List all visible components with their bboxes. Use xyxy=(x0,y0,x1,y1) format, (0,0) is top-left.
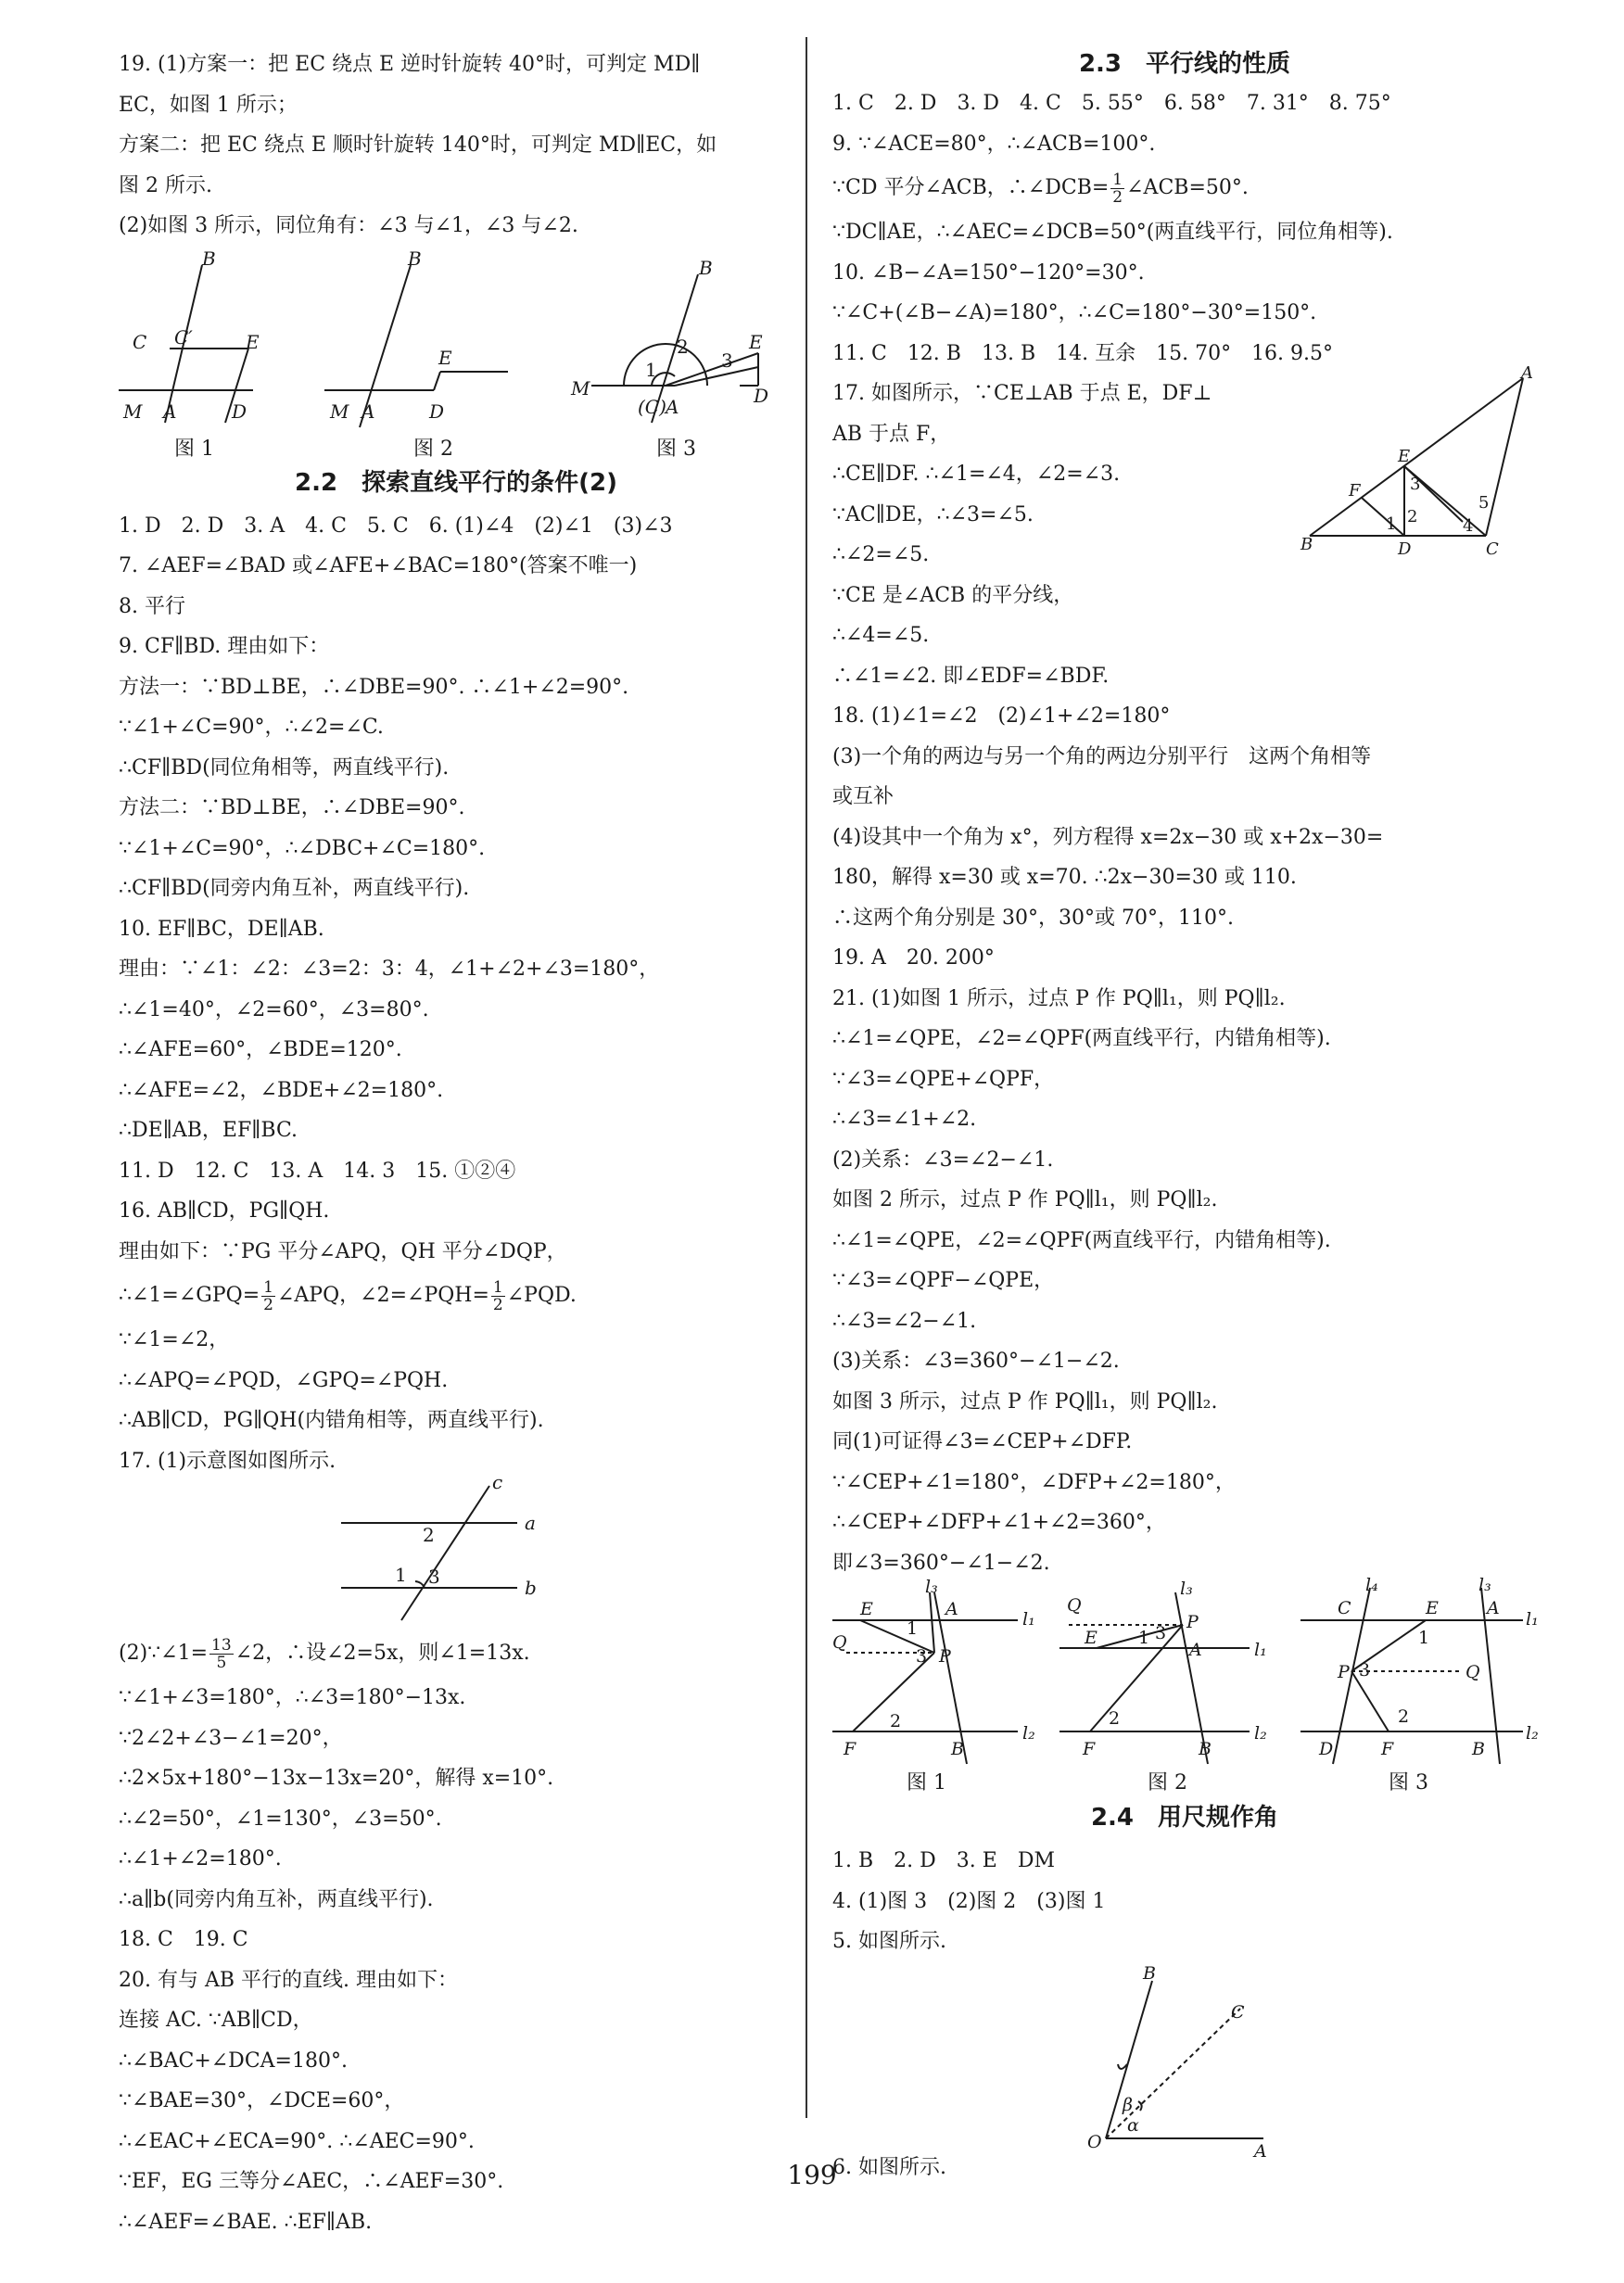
text-line: 18. (1)∠1=∠2 (2)∠1+∠2=180° xyxy=(832,704,1171,728)
fraction-line xyxy=(832,164,1537,212)
text-line: ∴∠4=∠5. xyxy=(832,624,930,647)
fraction xyxy=(491,1279,505,1313)
answers-2-2 xyxy=(119,506,793,1482)
text-line: 理由如下：∵PG 平分∠APQ，QH 平分∠DQP， xyxy=(119,1239,567,1263)
figure-caption: 图 3 xyxy=(1389,1771,1428,1795)
section-title: 2.3 平行线的性质 xyxy=(1078,50,1291,78)
label-2: 2 xyxy=(677,335,689,358)
label-e: E xyxy=(1398,447,1411,466)
label-3: 3 xyxy=(916,1646,928,1667)
text-line: ∴这两个角分别是 30°，30°或 70°，110°. xyxy=(832,906,1234,930)
label-a: A xyxy=(1254,2140,1267,2162)
label-b: B xyxy=(1472,1739,1485,1759)
label-b: B xyxy=(408,247,422,270)
text-line: ∴CE∥DF. ∴∠1=∠4，∠2=∠3. xyxy=(832,463,1121,486)
label-l3: l₃ xyxy=(1478,1575,1491,1595)
label-c-prime: C′ xyxy=(174,325,193,349)
text-line: 8. 平行 xyxy=(119,594,185,618)
label-e: E xyxy=(860,1599,873,1619)
text-line: 方法二：∵BD⊥BE，∴∠DBE=90°. xyxy=(119,796,465,819)
figure-24-5 xyxy=(832,1962,1537,2162)
label-e: E xyxy=(1085,1628,1097,1648)
text-line: (3)关系：∠3=360°−∠1−∠2. xyxy=(832,1350,1120,1373)
label-1: 1 xyxy=(1386,514,1397,534)
label-a: A xyxy=(1487,1598,1500,1618)
denominator: 5 xyxy=(216,1653,227,1672)
text-line: 18. C 19. C xyxy=(119,1928,248,1951)
label-a: A xyxy=(666,395,679,418)
label-beta: β xyxy=(1123,2094,1133,2115)
label-d: D xyxy=(754,384,769,407)
text-line: EC，如图 1 所示； xyxy=(119,93,298,117)
label-1: 1 xyxy=(1138,1628,1150,1648)
fraction-line xyxy=(119,1272,793,1320)
text-line: (2)关系：∠3=∠2−∠1. xyxy=(832,1148,1054,1172)
text-line: 19. A 20. 200° xyxy=(832,946,995,970)
text-line: 4. (1)图 3 (2)图 2 (3)图 1 xyxy=(832,1889,1106,1913)
label-d: D xyxy=(1398,539,1412,559)
text-line: ∴AB∥CD，PG∥QH(内错角相等，两直线平行). xyxy=(119,1409,544,1432)
label-f: F xyxy=(1381,1739,1394,1759)
text-line: ∵∠3=∠QPE+∠QPF， xyxy=(832,1067,1055,1091)
text-line: 如图 3 所示，过点 P 作 PQ∥l₁，则 PQ∥l₂. xyxy=(832,1389,1218,1414)
label-3: 3 xyxy=(721,349,733,372)
label-a: A xyxy=(362,400,375,423)
label-b: b xyxy=(525,1577,537,1599)
text-line: (2)如图 3 所示，同位角有：∠3 与∠1，∠3 与∠2. xyxy=(119,214,578,237)
text-line: ∴∠APQ=∠PQD，∠GPQ=∠PQH. xyxy=(119,1368,449,1392)
text-line: 同(1)可证得∠3=∠CEP+∠DFP. xyxy=(832,1430,1133,1453)
label-f: F xyxy=(1349,481,1361,501)
label-l2: l₂ xyxy=(1526,1723,1539,1744)
text-line: ∴∠CEP+∠DFP+∠1+∠2=360°， xyxy=(832,1511,1166,1534)
text-line: 1. B 2. D 3. E DM xyxy=(832,1849,1055,1872)
text-line: ∵∠1=∠2， xyxy=(119,1328,230,1351)
text-line: ∴∠1=∠QPE，∠2=∠QPF(两直线平行，内错角相等). xyxy=(832,1027,1331,1050)
text-line: ∴2×5x+180°−13x−13x=20°，解得 x=10°. xyxy=(119,1767,554,1790)
label-b: B xyxy=(1300,535,1313,554)
label-p: P xyxy=(1186,1612,1199,1632)
text-line: 1. C 2. D 3. D 4. C 5. 55° 6. 58° 7. 31° 8. 75° xyxy=(832,92,1391,115)
label-b: B xyxy=(1143,1962,1156,1984)
fraction xyxy=(209,1637,234,1671)
text-line: ∴∠1=∠2. 即∠EDF=∠BDF. xyxy=(832,664,1110,688)
text-line: ∵∠1+∠C=90°，∴∠2=∠C. xyxy=(119,716,384,739)
geometry-figures-19 xyxy=(119,247,793,460)
figure-21 xyxy=(832,1575,1539,1795)
text-line: (4)设其中一个角为 x°，列方程得 x=2x−30 或 x+2x−30= xyxy=(832,825,1384,849)
denominator: 2 xyxy=(263,1295,273,1314)
text-line: 11. C 12. B 13. B 14. 互余 15. 70° 16. 9.5° xyxy=(832,341,1334,365)
text-line: 17. (1)示意图如图所示. xyxy=(119,1449,336,1473)
text-line: ∵CE 是∠ACB 的平分线， xyxy=(832,583,1074,607)
text-line: 21. (1)如图 1 所示，过点 P 作 PQ∥l₁，则 PQ∥l₂. xyxy=(832,986,1286,1010)
text-segment: ∠APQ，∠2=∠PQH= xyxy=(276,1284,489,1307)
label-l3: l₃ xyxy=(1180,1579,1193,1599)
parallel-lines-figure xyxy=(119,1471,793,1630)
label-c: (C) xyxy=(638,395,666,418)
text-line: ∵∠1+∠3=180°，∴∠3=180°−13x. xyxy=(119,1686,466,1709)
text-segment: (2)∵∠1= xyxy=(119,1642,209,1665)
text-segment: ∠ACB=50°. xyxy=(1126,176,1249,199)
label-a: A xyxy=(1521,363,1533,383)
text-line: ∵AC∥DE，∴∠3=∠5. xyxy=(832,502,1034,526)
text-line: ∴CF∥BD(同旁内角互补，两直线平行). xyxy=(119,877,470,900)
section-title: 2.4 用尺规作角 xyxy=(1090,1804,1279,1832)
parallel-lines-figures-21 xyxy=(832,1575,1539,1795)
figure-caption: 图 3 xyxy=(656,437,696,461)
text-line: ∴∠1=40°，∠2=60°，∠3=80°. xyxy=(119,997,429,1021)
numerator: 1 xyxy=(263,1277,273,1297)
label-a: A xyxy=(1189,1640,1202,1660)
text-line: 17. 如图所示，∵CE⊥AB 于点 E，DF⊥ xyxy=(832,382,1212,405)
text-line: 19. (1)方案一：把 EC 绕点 E 逆时针旋转 40°时，可判定 MD∥ xyxy=(119,53,701,76)
label-p: P xyxy=(939,1646,951,1667)
label-2: 2 xyxy=(423,1524,435,1546)
text-segment: ∵CD 平分∠ACB，∴∠DCB= xyxy=(832,176,1110,199)
text-line: ∴a∥b(同旁内角互补，两直线平行). xyxy=(119,1887,434,1911)
text-line: ∵∠CEP+∠1=180°，∠DFP+∠2=180°， xyxy=(832,1470,1236,1494)
label-p: P xyxy=(1338,1662,1350,1682)
text-line: 或互补 xyxy=(832,785,894,808)
label-d: D xyxy=(429,400,445,423)
text-line: 10. ∠B−∠A=150°−120°=30°. xyxy=(832,260,1145,285)
label-c: C xyxy=(1486,539,1499,559)
text-line: 图 2 所示. xyxy=(119,173,212,197)
text-segment: ∠2，∴设∠2=5x，则∠1=13x. xyxy=(235,1642,530,1665)
denominator: 2 xyxy=(1112,187,1123,207)
text-line: 10. EF∥BC，DE∥AB. xyxy=(119,917,324,941)
label-m: M xyxy=(571,376,590,400)
label-1: 1 xyxy=(395,1564,407,1586)
denominator: 2 xyxy=(492,1295,503,1314)
text-line: 6. 如图所示. xyxy=(832,2155,946,2179)
text-line: 16. AB∥CD，PG∥QH. xyxy=(119,1199,330,1223)
figure-caption: 图 2 xyxy=(1148,1771,1187,1795)
label-alpha: α xyxy=(1127,2114,1139,2136)
label-3: 3 xyxy=(428,1566,440,1588)
label-l2: l₂ xyxy=(1254,1723,1267,1744)
answer-17-block xyxy=(832,363,1537,696)
text-line: 9. ∵∠ACE=80°，∴∠ACB=100°. xyxy=(832,132,1156,156)
text-line: ∴∠AFE=∠2，∠BDE+∠2=180°. xyxy=(119,1078,444,1102)
page-number: 199 xyxy=(787,2160,837,2190)
text-line: ∴∠3=∠1+∠2. xyxy=(832,1108,977,1131)
label-2: 2 xyxy=(1398,1706,1410,1727)
text-line: 连接 AC. ∵AB∥CD， xyxy=(119,2009,313,2032)
label-q: Q xyxy=(832,1632,847,1653)
text-line: 5. 如图所示. xyxy=(832,1930,946,1953)
text-line: ∴∠AFE=60°，∠BDE=120°. xyxy=(119,1038,402,1061)
right-column xyxy=(832,44,1537,2188)
label-c: c xyxy=(492,1471,503,1493)
label-o: O xyxy=(1087,2131,1102,2152)
text-line: ∴CF∥BD(同位角相等，两直线平行). xyxy=(119,755,450,780)
figure-19 xyxy=(119,247,793,460)
text-line: 9. CF∥BD. 理由如下： xyxy=(119,635,330,658)
label-e: E xyxy=(1426,1598,1439,1618)
text-line: ∴∠1=∠QPE，∠2=∠QPF(两直线平行，内错角相等). xyxy=(832,1228,1331,1252)
text-line: ∵2∠2+∠3−∠1=20°， xyxy=(119,1726,343,1750)
section-title: 2.2 探索直线平行的条件(2) xyxy=(295,468,617,497)
text-line: 180，解得 x=30 或 x=70. ∴2x−30=30 或 110. xyxy=(832,866,1297,889)
text-line: 理由：∵∠1：∠2：∠3=2：3：4，∠1+∠2+∠3=180°， xyxy=(119,958,660,981)
text-line: ∴∠EAC+∠ECA=90°. ∴∠AEC=90°. xyxy=(119,2129,475,2153)
text-line: 方法一：∵BD⊥BE，∴∠DBE=90°. ∴∠1+∠2=90°. xyxy=(119,675,629,699)
label-l2: l₂ xyxy=(1022,1723,1035,1744)
text-segment: ∠PQD. xyxy=(506,1284,577,1307)
label-1: 1 xyxy=(645,358,657,381)
label-d: D xyxy=(232,400,247,423)
answers-17-20 xyxy=(119,1630,793,2242)
label-d: D xyxy=(1319,1739,1334,1759)
text-line: ∴∠2=50°，∠1=130°，∠3=50°. xyxy=(119,1807,442,1831)
text-line: 即∠3=360°−∠1−∠2. xyxy=(832,1551,1050,1575)
label-c: C xyxy=(1231,2001,1245,2023)
label-e: E xyxy=(246,330,260,353)
numerator: 1 xyxy=(1112,170,1123,189)
text-line: ∵∠BAE=30°，∠DCE=60°， xyxy=(119,2089,405,2112)
text-line: ∴∠3=∠2−∠1. xyxy=(832,1309,977,1333)
label-2: 2 xyxy=(890,1711,902,1731)
figure-17 xyxy=(119,1471,793,1630)
label-1: 1 xyxy=(907,1618,919,1639)
label-3: 3 xyxy=(1359,1660,1371,1681)
fraction-line xyxy=(119,1630,793,1678)
label-1: 1 xyxy=(1418,1628,1430,1648)
label-f: F xyxy=(1083,1739,1096,1759)
label-4: 4 xyxy=(1463,516,1474,536)
label-a: A xyxy=(945,1599,958,1619)
text-line: ∵∠1+∠C=90°，∴∠DBC+∠C=180°. xyxy=(119,836,486,860)
text-line: ∴∠BAC+∠DCA=180°. xyxy=(119,2048,348,2073)
label-a: A xyxy=(163,400,177,423)
figure-caption: 图 1 xyxy=(174,437,214,461)
text-segment: ∴∠1=∠GPQ= xyxy=(119,1284,260,1307)
label-l1: l₁ xyxy=(1022,1609,1035,1630)
numerator: 1 xyxy=(492,1277,503,1297)
label-2: 2 xyxy=(1407,507,1418,526)
label-a: a xyxy=(525,1512,536,1534)
text-line: ∴DE∥AB，EF∥BC. xyxy=(119,1119,298,1142)
fraction xyxy=(1110,171,1124,206)
label-l4: l₄ xyxy=(1365,1575,1378,1595)
label-c: C xyxy=(133,330,147,353)
label-b: B xyxy=(1199,1739,1212,1759)
label-l3: l₃ xyxy=(925,1577,938,1597)
text-line: ∵∠C+(∠B−∠A)=180°，∴∠C=180°−30°=150°. xyxy=(832,301,1317,324)
label-5: 5 xyxy=(1478,493,1490,513)
column-divider xyxy=(806,37,807,2118)
text-line: ∵DC∥AE，∴∠AEC=∠DCB=50°(两直线平行，同位角相等). xyxy=(832,221,1393,244)
triangle-figure xyxy=(1300,363,1533,559)
figure-caption: 图 1 xyxy=(907,1771,946,1795)
numerator: 13 xyxy=(211,1635,232,1655)
text-line: ∴∠AEF=∠BAE. ∴EF∥AB. xyxy=(119,2210,373,2234)
angle-construction-figure xyxy=(832,1962,1537,2162)
label-b: B xyxy=(202,247,216,270)
label-l1: l₁ xyxy=(1526,1609,1539,1630)
text-line: 方案二：把 EC 绕点 E 顺时针旋转 140°时，可判定 MD∥EC，如 xyxy=(119,133,717,157)
text-line: 如图 2 所示，过点 P 作 PQ∥l₁，则 PQ∥l₂. xyxy=(832,1188,1218,1211)
label-c: C xyxy=(1338,1598,1351,1618)
label-3: 3 xyxy=(1155,1623,1167,1643)
answer-19 xyxy=(119,44,793,247)
text-line: 7. ∠AEF=∠BAD 或∠AFE+∠BAC=180°(答案不唯一) xyxy=(119,554,638,577)
text-line: ∵∠3=∠QPF−∠QPE， xyxy=(832,1269,1055,1292)
left-column xyxy=(119,44,793,2242)
figure-caption: 图 2 xyxy=(413,437,453,461)
label-l1: l₁ xyxy=(1254,1640,1267,1660)
text-line: ∴∠1+∠2=180°. xyxy=(119,1847,282,1871)
text-line: 1. D 2. D 3. A 4. C 5. C 6. (1)∠4 (2)∠1 (3)∠3 xyxy=(119,514,673,538)
text-line: 20. 有与 AB 平行的直线. 理由如下： xyxy=(119,1968,459,1992)
label-q: Q xyxy=(1465,1662,1480,1682)
label-b: B xyxy=(699,256,713,279)
label-m: M xyxy=(330,400,349,423)
label-2: 2 xyxy=(1109,1708,1121,1729)
text-line: ∴∠2=∠5. xyxy=(832,543,930,566)
label-3: 3 xyxy=(1410,475,1421,494)
label-f: F xyxy=(844,1739,856,1759)
text-line: ∵EF，EG 三等分∠AEC，∴∠AEF=30°. xyxy=(119,2170,504,2193)
label-e: E xyxy=(438,346,452,369)
text-line: (3)一个角的两边与另一个角的两边分别平行 这两个角相等 xyxy=(832,744,1372,768)
label-q: Q xyxy=(1067,1595,1082,1616)
label-m: M xyxy=(123,400,143,423)
text-line: AB 于点 F， xyxy=(832,422,951,446)
label-e: E xyxy=(749,330,763,353)
fraction xyxy=(261,1279,275,1313)
label-b: B xyxy=(951,1739,964,1759)
text-line: 11. D 12. C 13. A 14. 3 15. ①②④ xyxy=(119,1159,516,1183)
